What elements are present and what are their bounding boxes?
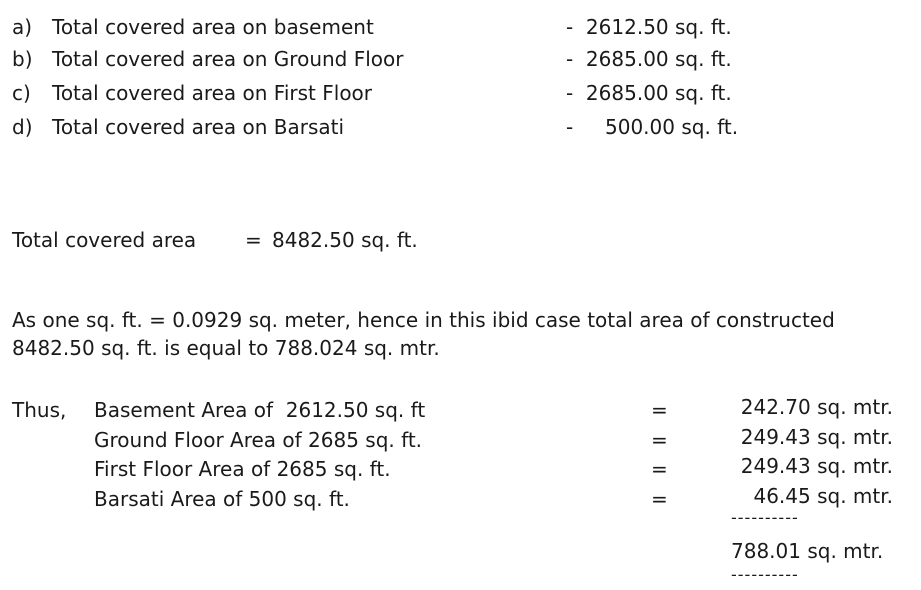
breakdown-ground-equals: = — [651, 428, 668, 452]
total-label: Total covered area — [12, 228, 197, 252]
breakdown-ground-value: 249.43 sq. mtr. — [740, 425, 893, 449]
area-c-marker: c) — [12, 81, 31, 105]
breakdown-first-equals: = — [651, 457, 668, 481]
thus-lead: Thus, — [12, 398, 67, 422]
sum-total-value: 788.01 sq. mtr. — [731, 539, 884, 563]
area-a-label: Total covered area on basement — [52, 15, 374, 39]
total-value: 8482.50 sq. ft. — [272, 228, 418, 252]
breakdown-basement-label: Basement Area of 2612.50 sq. ft — [94, 398, 426, 422]
area-b-marker: b) — [12, 47, 33, 71]
area-a-marker: a) — [12, 15, 33, 39]
sum-rule-bottom: ---------- — [731, 565, 799, 584]
sum-rule-top: ---------- — [731, 508, 799, 527]
conversion-line-2: 8482.50 sq. ft. is equal to 788.024 sq. mtr. — [12, 336, 440, 360]
breakdown-barsati-label: Barsati Area of 500 sq. ft. — [94, 487, 350, 511]
breakdown-basement-equals: = — [651, 398, 668, 422]
area-b-value: - 2685.00 sq. ft. — [566, 47, 732, 71]
area-c-label: Total covered area on First Floor — [52, 81, 373, 105]
breakdown-barsati-value: 46.45 sq. mtr. — [753, 484, 893, 508]
breakdown-ground-label: Ground Floor Area of 2685 sq. ft. — [94, 428, 423, 452]
total-equals: = — [245, 228, 262, 252]
area-d-value: - 500.00 sq. ft. — [566, 115, 739, 139]
area-c-value: - 2685.00 sq. ft. — [566, 81, 732, 105]
area-b-label: Total covered area on Ground Floor — [52, 47, 404, 71]
breakdown-first-label: First Floor Area of 2685 sq. ft. — [94, 457, 391, 481]
area-d-label: Total covered area on Barsati — [52, 115, 345, 139]
breakdown-basement-value: 242.70 sq. mtr. — [740, 395, 893, 419]
area-a-value: - 2612.50 sq. ft. — [566, 15, 732, 39]
area-d-marker: d) — [12, 115, 33, 139]
breakdown-barsati-equals: = — [651, 487, 668, 511]
breakdown-first-value: 249.43 sq. mtr. — [740, 454, 893, 478]
conversion-line-1: As one sq. ft. = 0.0929 sq. meter, hence in this ibid case total area of constructed — [12, 308, 835, 332]
